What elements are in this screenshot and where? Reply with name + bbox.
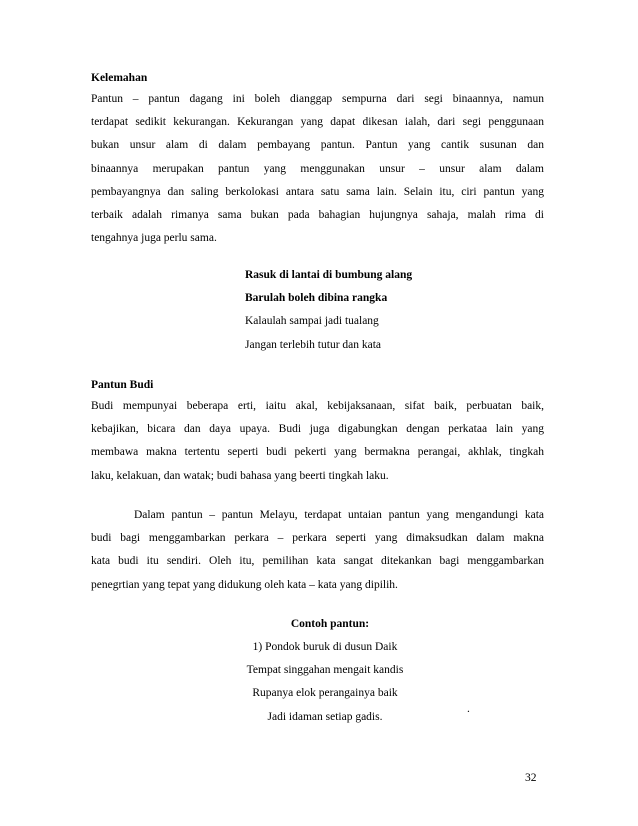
contoh-pantun-heading-wrap bbox=[230, 613, 430, 636]
paragraph-line: bukan unsur alam di dalam pembayang pantun. Pantun yang cantik susunan dan bbox=[91, 139, 544, 152]
paragraph-line: terdapat sedikit kekurangan. Kekurangan yang dapat dikesan ialah, dari segi penggunaan bbox=[91, 116, 544, 129]
paragraph-line: kebajikan, bicara dan daya upaya. Budi juga digabungkan dengan perkataa lain yang bbox=[91, 423, 544, 436]
paragraph-line: laku, kelakuan, dan watak; budi bahasa yang beerti tingkah laku. bbox=[91, 469, 389, 482]
verse-rasuk bbox=[245, 264, 412, 357]
paragraph-line: kata budi itu sendiri. Oleh itu, pemilihan kata sangat ditekankan bagi menggambarkan bbox=[91, 555, 544, 568]
paragraph-line: membawa makna tertentu seperti budi pekerti yang bermakna perangai, akhlak, tingkah bbox=[91, 446, 544, 459]
verse-line: Jangan terlebih tutur dan kata bbox=[245, 338, 382, 351]
pantun-budi-paragraph bbox=[91, 395, 544, 488]
paragraph-line: pembayangnya dan saling berkolokasi antara satu sama lain. Selain itu, ciri pantun yang bbox=[91, 185, 544, 198]
verse-line: Rasuk di lantai di bumbung alang bbox=[245, 269, 413, 281]
pantun-budi-heading: Pantun Budi bbox=[91, 379, 154, 391]
paragraph-line: budi bagi menggambarkan perkara – perkara seperti yang dimaksudkan dalam makna bbox=[91, 532, 544, 545]
verse-line: Kalaulah sampai jadi tualang bbox=[245, 315, 379, 328]
paragraph-line: terbaik adalah rimanya sama bukan pada bahagian hujungnya sahaja, malah rima di bbox=[91, 208, 544, 221]
verse-line: Jadi idaman setiap gadis. bbox=[267, 710, 383, 723]
paragraph-line: tengahnya juga perlu sama. bbox=[91, 232, 217, 245]
paragraph-line: Budi mempunyai beberapa erti, iaitu akal, kebijaksanaan, sifat baik, perbuatan baik, bbox=[91, 400, 544, 412]
page-number: 32 bbox=[525, 772, 537, 784]
verse-line: Tempat singgahan mengait kandis bbox=[246, 664, 404, 677]
paragraph-line: Pantun – pantun dagang ini boleh dianggap sempurna dari segi binaannya, namun bbox=[91, 93, 544, 105]
trailing-dot: . bbox=[467, 703, 470, 715]
verse-line: 1) Pondok buruk di dusun Daik bbox=[252, 641, 398, 653]
paragraph-line: penegrtian yang tepat yang didukung oleh kata – kata yang dipilih. bbox=[91, 578, 398, 591]
paragraph-line: binaannya merupakan pantun yang menggunakan unsur – unsur alam dalam bbox=[91, 162, 544, 175]
kelemahan-paragraph bbox=[91, 88, 544, 250]
verse-line: Rupanya elok perangainya baik bbox=[252, 687, 398, 700]
verse-line: Barulah boleh dibina rangka bbox=[245, 292, 388, 305]
kelemahan-heading: Kelemahan bbox=[91, 72, 148, 84]
contoh-pantun-verse bbox=[215, 636, 435, 729]
contoh-pantun-heading: Contoh pantun: bbox=[290, 618, 370, 630]
paragraph-line: Dalam pantun – pantun Melayu, terdapat untaian pantun yang mengandungi kata bbox=[134, 509, 544, 521]
dalam-pantun-paragraph bbox=[91, 504, 544, 597]
